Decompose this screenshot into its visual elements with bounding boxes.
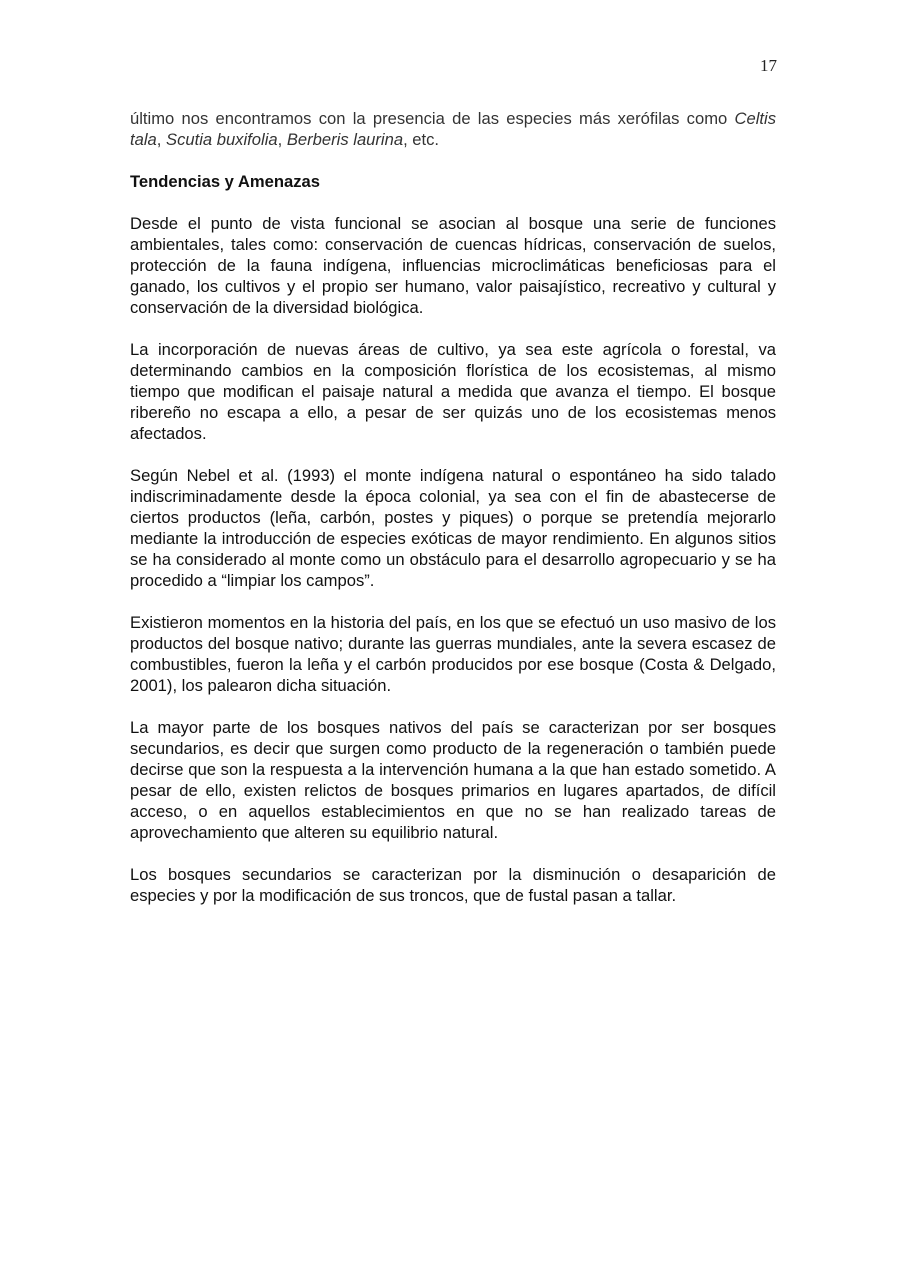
page-number: 17 <box>760 56 777 75</box>
species-name: Celtis tala <box>130 109 776 149</box>
intro-text: último nos encontramos con la presencia de las especies más xerófilas como <box>130 109 735 128</box>
intro-paragraph <box>130 108 776 150</box>
body-paragraph: Desde el punto de vista funcional se asocian al bosque una serie de funciones ambientales, tales como: conservación de cuencas hídricas, conservación de suelos, protección de la fauna indígena, influencias microclimáticas beneficiosas para el ganado, los cultivos y el propio ser humano, valor paisajístico, recreativo y cultural y conservación de la diversidad biológica. <box>130 214 776 317</box>
body-paragraph: Existieron momentos en la historia del país, en los que se efectuó un uso masivo de los productos del bosque nativo; durante las guerras mundiales, ante la severa escasez de combustibles, fueron la leña y el carbón producidos por ese bosque (Costa & Delgado, 2001), los palearon dicha situación. <box>130 613 776 695</box>
page-content <box>130 108 776 927</box>
separator: , <box>277 130 287 149</box>
species-name: Berberis laurina <box>286 130 404 149</box>
separator: , <box>156 130 166 149</box>
body-paragraph: La mayor parte de los bosques nativos del país se caracterizan por ser bosques secundarios, es decir que surgen como producto de la regeneración o también puede decirse que son la respuesta a la intervención humana a la que han estado sometido. A pesar de ello, existen relictos de bosques primarios en lugares apartados, de difícil acceso, o en aquellos establecimientos en que no se han realizado tareas de aprovechamiento que alteren su equilibrio natural. <box>130 718 776 842</box>
species-name: Scutia buxifolia <box>166 130 278 149</box>
body-paragraph: La incorporación de nuevas áreas de cultivo, ya sea este agrícola o forestal, va determinando cambios en la composición florística de los ecosistemas, al mismo tiempo que modifican el paisaje natural a medida que avanza el tiempo. El bosque ribereño no escapa a ello, a pesar de ser quizás uno de los ecosistemas menos afectados. <box>130 340 776 443</box>
intro-tail: , etc. <box>403 130 440 149</box>
body-paragraph: Los bosques secundarios se caracterizan por la disminución o desaparición de especies y por la modificación de sus troncos, que de fustal pasan a tallar. <box>130 865 776 905</box>
section-heading: Tendencias y Amenazas <box>130 172 320 191</box>
body-paragraph: Según Nebel et al. (1993) el monte indígena natural o espontáneo ha sido talado indiscriminadamente desde la época colonial, ya sea con el fin de abastecerse de ciertos productos (leña, carbón, postes y piques) o porque se pretendía mejorarlo mediante la introducción de especies exóticas de mayor rendimiento. En algunos sitios se ha considerado al monte como un obstáculo para el desarrollo agropecuario y se ha procedido a “limpiar los campos”. <box>130 466 776 590</box>
